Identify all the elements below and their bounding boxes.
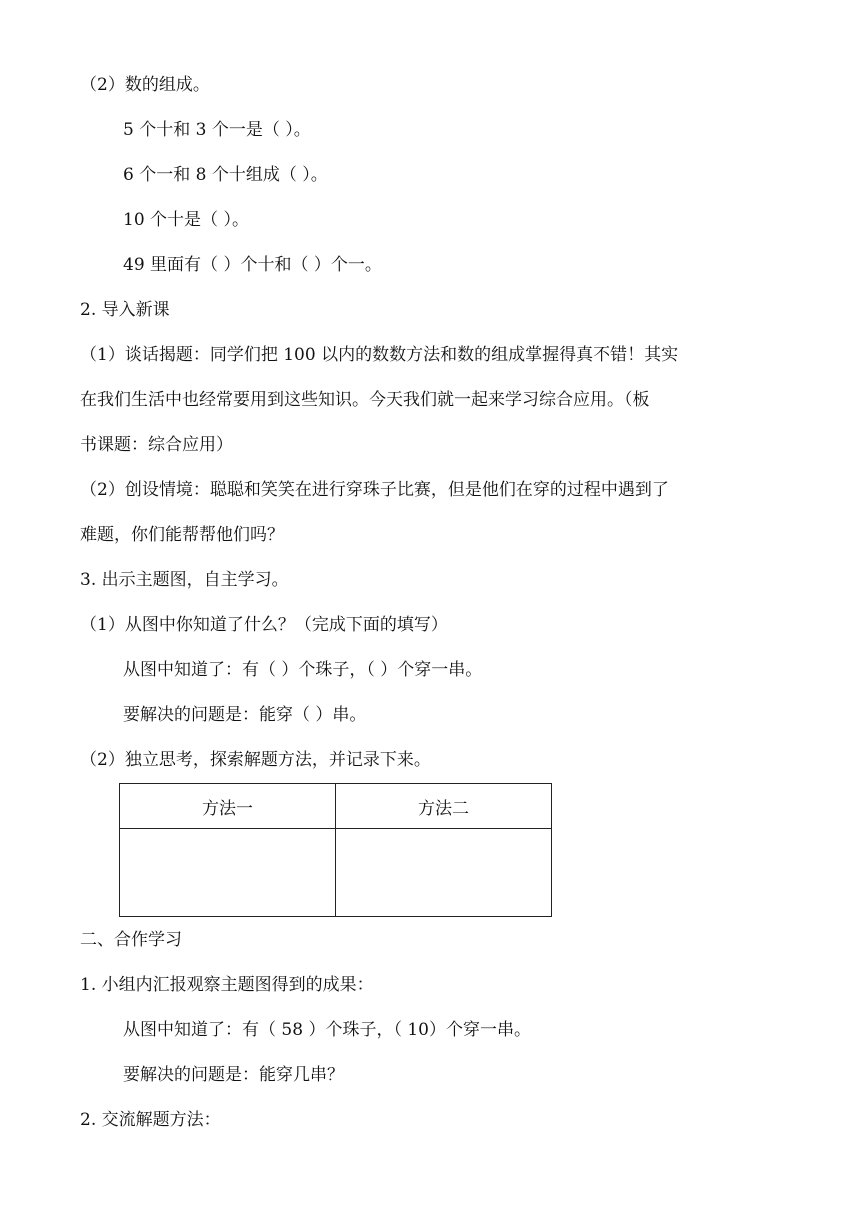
section-3-heading: 3. 出示主题图，自主学习。 (80, 570, 289, 590)
section-3-fill-1: 从图中知道了：有（ ）个珠子，（ ）个穿一串。 (123, 660, 483, 680)
part-2-item-1-b: 要解决的问题是：能穿几串？ (123, 1065, 344, 1085)
part-2-item-1: 1. 小组内汇报观察主题图得到的成果： (80, 975, 374, 995)
review-item-3: 10 个十是（ ）。 (123, 210, 249, 230)
part-2-item-1-a: 从图中知道了：有（ 58 ）个珠子，（ 10）个穿一串。 (123, 1020, 531, 1040)
section-3-question-1: （1）从图中你知道了什么？（完成下面的填写） (80, 615, 448, 635)
section-2-paragraph-1-line-1: （1）谈话揭题：同学们把 100 以内的数数方法和数的组成掌握得真不错！其实 (80, 345, 679, 365)
method-2-cell (336, 829, 552, 917)
method-1-header: 方法一 (120, 784, 336, 829)
part-2-heading: 二、合作学习 (80, 930, 182, 950)
section-2-heading: 2. 导入新课 (80, 300, 170, 320)
methods-table (119, 783, 552, 917)
review-item-1: 5 个十和 3 个一是（ ）。 (123, 120, 311, 140)
method-2-header: 方法二 (336, 784, 552, 829)
part-2-item-2: 2. 交流解题方法： (80, 1110, 221, 1130)
section-3-question-2: （2）独立思考，探索解题方法，并记录下来。 (80, 750, 431, 770)
section-2-paragraph-2-line-2: 难题，你们能帮帮他们吗？ (80, 525, 284, 545)
section-3-fill-2: 要解决的问题是：能穿（ ）串。 (123, 705, 367, 725)
section-2-paragraph-2-line-1: （2）创设情境：聪聪和笑笑在进行穿珠子比赛，但是他们在穿的过程中遇到了 (80, 480, 669, 500)
section-2-paragraph-1-line-3: 书课题：综合应用） (80, 435, 233, 455)
section-2-paragraph-1-line-2: 在我们生活中也经常要用到这些知识。今天我们就一起来学习综合应用。（板 (80, 390, 650, 410)
review-item-4: 49 里面有（ ）个十和（ ）个一。 (123, 255, 382, 275)
method-1-cell (120, 829, 336, 917)
review-item-2: 6 个一和 8 个十组成（ ）。 (123, 165, 328, 185)
review-heading: （2）数的组成。 (80, 75, 210, 95)
